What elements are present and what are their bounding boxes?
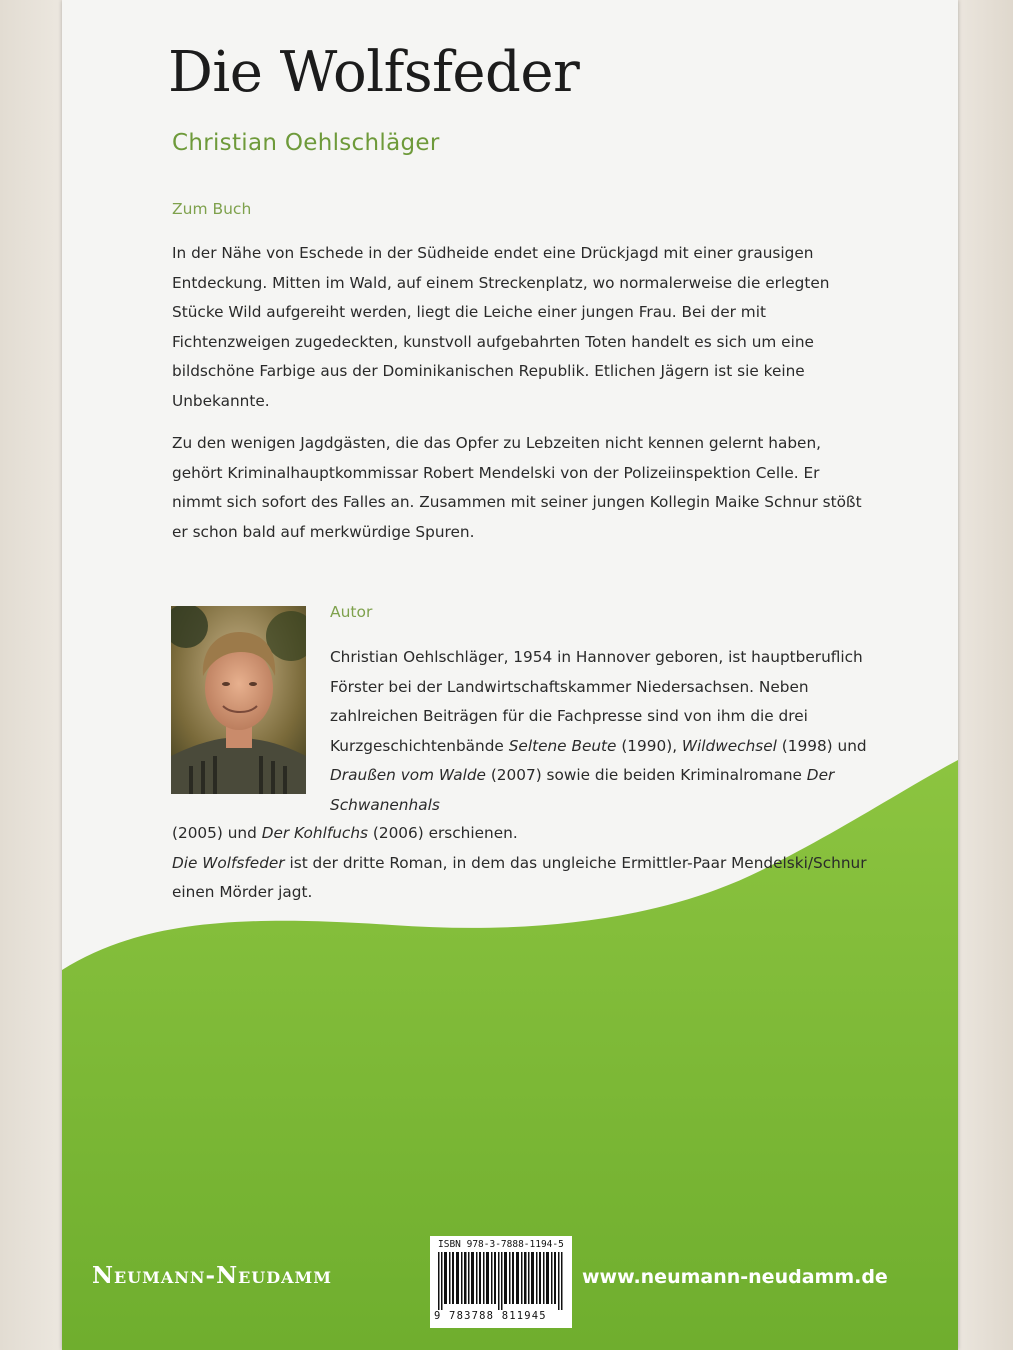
book-reference: Der Kohlfuchs (261, 824, 368, 842)
synopsis-paragraph-2: Zu den wenigen Jagdgästen, die das Opfer zu Lebzeiten nicht kennen gelernt haben, gehört Kriminalhauptkommissar Robert Mendelski von der Polizeiinspektion Celle. Er nimmt sich sofort des Falles an. Zusammen mit seiner jungen Kollegin Maike Schnur stößt er schon bald auf merkwürdige Spuren. (172, 434, 862, 541)
barcode-bars (438, 1252, 564, 1310)
book-reference: Draußen vom Walde (330, 766, 486, 784)
publisher-website: www.neumann-neudamm.de (582, 1266, 888, 1288)
author-bio-continuation: (2005) und Der Kohlfuchs (2006) erschienen. Die Wolfsfeder ist der dritte Roman, in dem das ungleiche Ermittler-Paar Mendelski/Schnur einen Mörder jagt. (172, 824, 867, 901)
isbn-number: ISBN 978-3-7888-1194-5 (438, 1239, 564, 1250)
publisher-logo: Neumann-Neudamm (92, 1262, 332, 1289)
book-reference: Seltene Beute (508, 736, 617, 755)
book-reference: Der Schwanenhals (330, 766, 835, 814)
author-name: Christian Oehlschläger (172, 130, 440, 156)
isbn-barcode (430, 1236, 572, 1328)
section-label-zum-buch: Zum Buch (172, 200, 252, 218)
section-label-autor: Autor (330, 603, 373, 621)
author-photo (171, 606, 306, 794)
book-reference: Die Wolfsfeder (172, 853, 285, 872)
author-bio-paragraph: Christian Oehlschläger, 1954 in Hannover geboren, ist hauptberuflich Förster bei der Landwirtschaftskammer Niedersachsen. Neben zahlreichen Beiträgen für die Fachpresse sind von ihm die drei Kurzgeschichtenbände Seltene Beute (1990), Wildwechsel (1998) und Draußen vom Walde (2007) sowie die beiden Kriminalromane Der Schwanenhals (330, 648, 867, 814)
synopsis-paragraph-1: In der Nähe von Eschede in der Südheide endet eine Drückjagd mit einer grausigen Entdeckung. Mitten im Wald, auf einem Streckenplatz, wo normalerweise die erlegten Stücke Wild aufgereiht werden, liegt die Leiche einer jungen Frau. Bei der mit Fichtenzweigen zugedeckten, kunstvoll aufgebahrten Toten handelt es sich um eine bildschöne Farbige aus der Dominikanischen Republik. Etlichen Jägern ist sie keine Unbekannte. (172, 244, 830, 410)
barcode-digits: 9 783788 811945 (434, 1310, 547, 1322)
book-back-cover (62, 0, 958, 1350)
book-reference: Wildwechsel (681, 736, 777, 755)
book-title: Die Wolfsfeder (168, 40, 580, 105)
